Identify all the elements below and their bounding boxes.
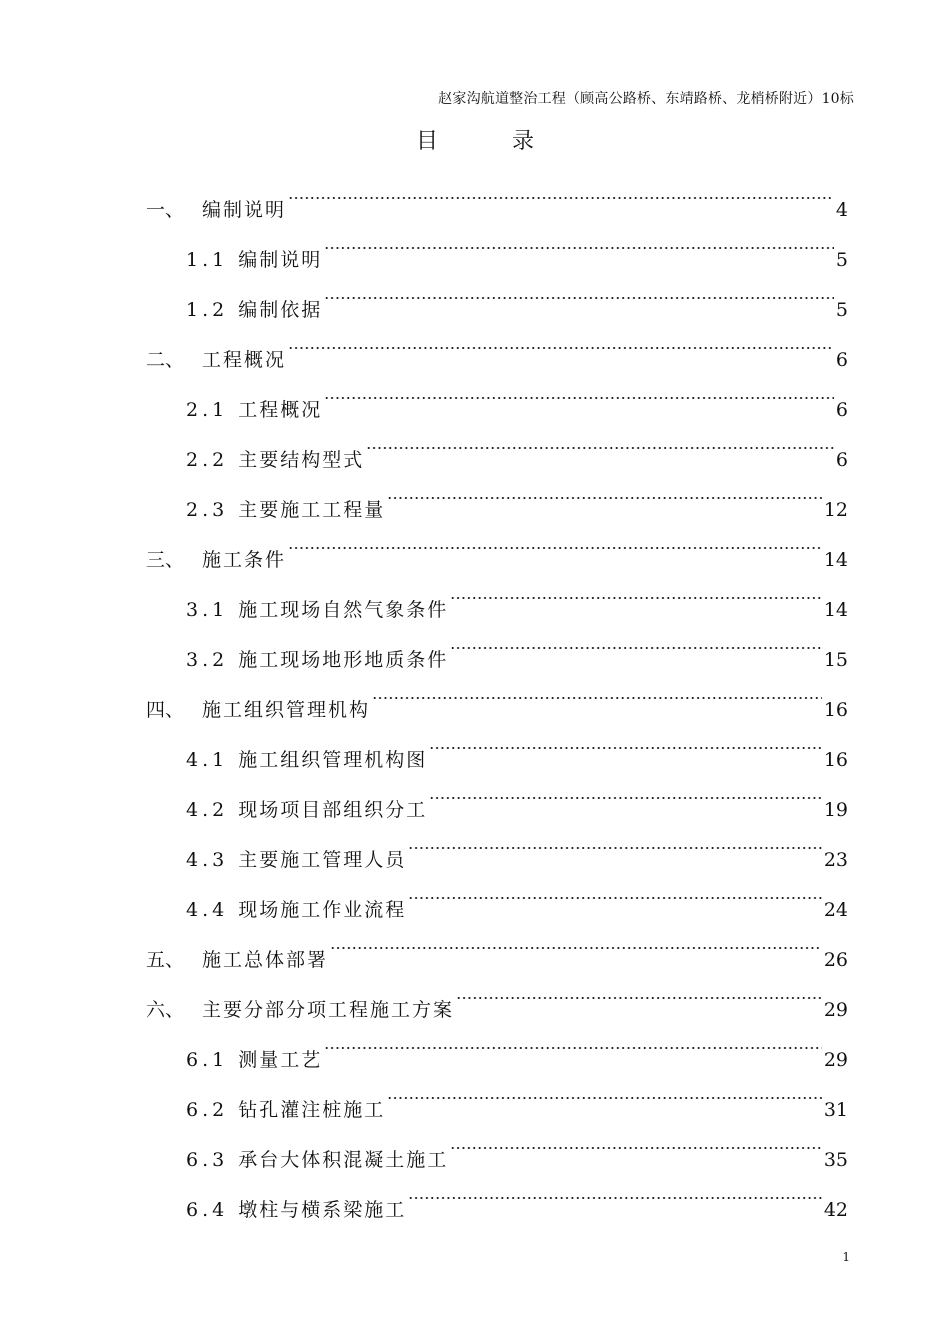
toc-entry-label: 承台大体积混凝土施工 xyxy=(238,1149,449,1171)
toc-entry-1-2[interactable] xyxy=(0,266,950,321)
toc-entry-label: 现场施工作业流程 xyxy=(238,899,407,921)
toc-dot-leader xyxy=(288,316,834,366)
toc-entry-number: 4.3 xyxy=(186,849,229,871)
toc-entry-4-4[interactable] xyxy=(0,866,950,921)
toc-entry-number: 1.1 xyxy=(186,249,229,271)
toc-entry-label: 施工现场地形地质条件 xyxy=(238,649,449,671)
toc-entry-label: 主要施工工程量 xyxy=(238,499,386,521)
toc-title: 目 录 xyxy=(415,129,560,154)
toc-dot-leader xyxy=(324,1016,822,1066)
toc-page-number: 23 xyxy=(823,849,848,871)
toc-page-number: 6 xyxy=(835,399,848,421)
toc-dot-leader xyxy=(366,416,834,466)
toc-entry-label: 主要施工管理人员 xyxy=(238,849,407,871)
toc-page-number: 26 xyxy=(823,949,848,971)
toc-entry-label: 施工条件 xyxy=(202,549,287,571)
toc-entry-label: 工程概况 xyxy=(238,399,323,421)
toc-page-number: 16 xyxy=(823,749,848,771)
toc-entry-number: 2.1 xyxy=(186,399,229,421)
toc-page-number: 5 xyxy=(835,299,848,321)
toc-entry-4-1[interactable] xyxy=(0,716,950,771)
toc-dot-leader xyxy=(324,216,834,266)
toc-dot-leader xyxy=(324,366,834,416)
toc-page-number: 12 xyxy=(823,499,848,521)
toc-entry-5[interactable] xyxy=(0,916,950,971)
toc-entry-number: 3.2 xyxy=(186,649,229,671)
toc-entry-6-1[interactable] xyxy=(0,1016,950,1071)
toc-entry-6-3[interactable] xyxy=(0,1116,950,1171)
page-number: 1 xyxy=(842,1250,850,1264)
toc-page-number: 24 xyxy=(823,899,848,921)
toc-entry-2-3[interactable] xyxy=(0,466,950,521)
toc-entry-label: 施工现场自然气象条件 xyxy=(238,599,449,621)
toc-entry-number: 六、 xyxy=(146,999,185,1021)
toc-dot-leader xyxy=(372,666,822,716)
toc-entry-label: 主要分部分项工程施工方案 xyxy=(202,999,455,1021)
toc-entry-number: 三、 xyxy=(146,549,185,571)
toc-entry-number: 四、 xyxy=(146,699,185,721)
toc-entry-label: 编制说明 xyxy=(238,249,323,271)
toc-page-number: 5 xyxy=(835,249,848,271)
toc-entry-label: 工程概况 xyxy=(202,349,287,371)
toc-dot-leader xyxy=(387,1066,822,1116)
toc-entry-3[interactable] xyxy=(0,516,950,571)
toc-entry-1[interactable] xyxy=(0,166,950,221)
toc-entry-label: 施工组织管理机构图 xyxy=(238,749,428,771)
toc-entry-label: 编制依据 xyxy=(238,299,323,321)
toc-entry-number: 3.1 xyxy=(186,599,229,621)
toc-dot-leader xyxy=(288,516,822,566)
toc-dot-leader xyxy=(450,566,822,616)
toc-dot-leader xyxy=(408,866,822,916)
toc-entry-number: 4.4 xyxy=(186,899,229,921)
toc-entry-label: 现场项目部组织分工 xyxy=(238,799,428,821)
toc-entry-number: 五、 xyxy=(146,949,185,971)
toc-dot-leader xyxy=(288,166,834,216)
toc-entry-2-2[interactable] xyxy=(0,416,950,471)
toc-page-number: 16 xyxy=(823,699,848,721)
toc-dot-leader xyxy=(429,766,822,816)
toc-dot-leader xyxy=(408,816,822,866)
toc-entry-number: 4.1 xyxy=(186,749,229,771)
toc-page-number: 29 xyxy=(823,1049,848,1071)
toc-entry-number: 4.2 xyxy=(186,799,229,821)
toc-entry-1-1[interactable] xyxy=(0,216,950,271)
toc-page-number: 29 xyxy=(823,999,848,1021)
toc-entry-label: 施工组织管理机构 xyxy=(202,699,371,721)
toc-entry-number: 6.3 xyxy=(186,1149,229,1171)
toc-entry-6[interactable] xyxy=(0,966,950,1021)
toc-page-number: 31 xyxy=(823,1099,848,1121)
toc-entry-number: 2.2 xyxy=(186,449,229,471)
toc-entry-6-4[interactable] xyxy=(0,1166,950,1221)
toc-entry-label: 钻孔灌注桩施工 xyxy=(238,1099,386,1121)
toc-entry-label: 施工总体部署 xyxy=(202,949,329,971)
toc-dot-leader xyxy=(330,916,822,966)
toc-dot-leader xyxy=(456,966,822,1016)
toc-dot-leader xyxy=(429,716,822,766)
toc-dot-leader xyxy=(408,1166,822,1216)
toc-entry-number: 6.2 xyxy=(186,1099,229,1121)
toc-page-number: 19 xyxy=(823,799,848,821)
toc-entry-2-1[interactable] xyxy=(0,366,950,421)
toc-entry-number: 二、 xyxy=(146,349,185,371)
toc-entry-2[interactable] xyxy=(0,316,950,371)
toc-entry-3-2[interactable] xyxy=(0,616,950,671)
toc-page-number: 6 xyxy=(835,349,848,371)
page-header: 赵家沟航道整治工程（顾高公路桥、东靖路桥、龙梢桥附近）10标 xyxy=(438,91,854,107)
toc-dot-leader xyxy=(450,616,822,666)
toc-entry-label: 墩柱与横系梁施工 xyxy=(238,1199,407,1221)
toc-entry-label: 测量工艺 xyxy=(238,1049,323,1071)
toc-entry-label: 主要结构型式 xyxy=(238,449,365,471)
toc-entry-4[interactable] xyxy=(0,666,950,721)
toc-entry-number: 6.4 xyxy=(186,1199,229,1221)
toc-dot-leader xyxy=(324,266,834,316)
toc-entry-number: 1.2 xyxy=(186,299,229,321)
toc-page-number: 42 xyxy=(823,1199,848,1221)
toc-entry-4-3[interactable] xyxy=(0,816,950,871)
toc-page-number: 15 xyxy=(823,649,848,671)
toc-page-number: 6 xyxy=(835,449,848,471)
toc-entry-label: 编制说明 xyxy=(202,199,287,221)
toc-entry-3-1[interactable] xyxy=(0,566,950,621)
toc-page-number: 14 xyxy=(823,599,848,621)
toc-entry-number: 一、 xyxy=(146,199,185,221)
toc-entry-4-2[interactable] xyxy=(0,766,950,821)
toc-entry-number: 2.3 xyxy=(186,499,229,521)
toc-entry-6-2[interactable] xyxy=(0,1066,950,1121)
toc-dot-leader xyxy=(450,1116,822,1166)
toc-dot-leader xyxy=(387,466,822,516)
toc-page-number: 4 xyxy=(835,199,848,221)
toc-page-number: 14 xyxy=(823,549,848,571)
toc-page-number: 35 xyxy=(823,1149,848,1171)
toc-entry-number: 6.1 xyxy=(186,1049,229,1071)
